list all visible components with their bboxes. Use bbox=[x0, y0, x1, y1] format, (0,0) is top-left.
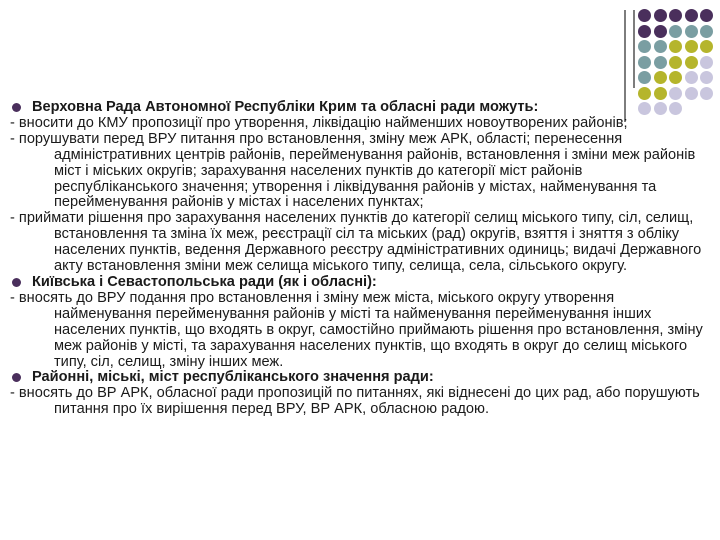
decor-dot bbox=[654, 71, 667, 84]
decor-dot bbox=[638, 40, 651, 53]
item-text: - вносять до ВР АРК, обласної ради пропозицій по питаннях, які віднесені до цих рад, або порушують питання про їх вирішення перед ВРУ, ВР АРК, обласною радою. bbox=[10, 385, 700, 418]
decor-vertical-line bbox=[633, 10, 635, 88]
decor-dot bbox=[669, 25, 682, 38]
decor-dot bbox=[638, 71, 651, 84]
item-text: Київська і Севастопольська ради (як і обласні): bbox=[32, 273, 377, 290]
dash-item bbox=[10, 386, 710, 418]
decor-dot bbox=[700, 56, 713, 69]
decor-dot bbox=[685, 25, 698, 38]
bullet-heading bbox=[10, 100, 710, 116]
decor-dot bbox=[700, 25, 713, 38]
decor-dot bbox=[669, 40, 682, 53]
decor-dot bbox=[685, 9, 698, 22]
dash-item bbox=[10, 291, 710, 371]
decor-dot bbox=[654, 9, 667, 22]
bullet-dot-icon bbox=[12, 373, 21, 382]
item-text: - порушувати перед ВРУ питання про встановлення, зміну меж АРК, області; перенесення адміністративних центрів районів, перейменування районів, встановлення і зміни меж районів міст і міських округів; зарахування населених пунктів до категорії міст районів республіканського значення; утворення і ліквідування районів у містах, найменування та перейменування районів у містах і населених пунктах; bbox=[10, 130, 696, 211]
dash-item bbox=[10, 116, 710, 132]
item-text: Верховна Рада Автономної Республіки Крим та обласні ради можуть: bbox=[32, 99, 539, 115]
decor-dot bbox=[654, 56, 667, 69]
bullet-heading bbox=[10, 275, 710, 291]
decor-dot bbox=[685, 87, 698, 100]
slide-body bbox=[10, 100, 710, 418]
decor-dot bbox=[638, 25, 651, 38]
decor-dot bbox=[638, 9, 651, 22]
bullet-heading bbox=[10, 370, 710, 386]
item-text: - вносять до ВРУ подання про встановлення і зміну меж міста, міського округу утворення найменування перейменування районів у місті та найменування перейменування інших населених пунктів, що входять в округ, самостійно приймають рішення про встановлення, зміну меж районів у місті, та зарахування населених пунктів, що входять в округ до селищ міського типу, сіл, селищ, зміну інших меж. bbox=[10, 289, 703, 370]
item-text: Районні, міські, міст республіканського значення ради: bbox=[32, 369, 434, 386]
decor-dot bbox=[654, 87, 667, 100]
bullet-dot-icon bbox=[12, 103, 21, 112]
decor-dot bbox=[669, 71, 682, 84]
decor-dot bbox=[700, 40, 713, 53]
decor-dot bbox=[669, 87, 682, 100]
decor-dot bbox=[685, 40, 698, 53]
decor-dot bbox=[669, 56, 682, 69]
decor-dot bbox=[638, 87, 651, 100]
bullet-dot-icon bbox=[12, 278, 21, 287]
decor-dot bbox=[669, 9, 682, 22]
decor-dot bbox=[654, 25, 667, 38]
decor-dot bbox=[700, 9, 713, 22]
decor-dot bbox=[700, 87, 713, 100]
decor-dot bbox=[700, 71, 713, 84]
decor-dot bbox=[654, 40, 667, 53]
decor-dot bbox=[638, 56, 651, 69]
item-text: - вносити до КМУ пропозиції про утворення, ліквідацію найменших новоутворених районів; bbox=[10, 114, 628, 131]
dash-item bbox=[10, 132, 710, 212]
item-text: - приймати рішення про зарахування населених пунктів до категорії селищ міського типу, сіл, селищ, встановлення та зміна їх меж, реєстрації сіл та міських (рад) округів, взяття і зняття з обліку населених пунктів, ведення Державного реєстру адміністративних одиниць; видачі Державного акту встановлення зміни меж селища міського типу, селища, села, сільського округу. bbox=[10, 210, 702, 275]
decor-dot bbox=[685, 56, 698, 69]
dash-item bbox=[10, 211, 710, 275]
decor-dot bbox=[685, 71, 698, 84]
